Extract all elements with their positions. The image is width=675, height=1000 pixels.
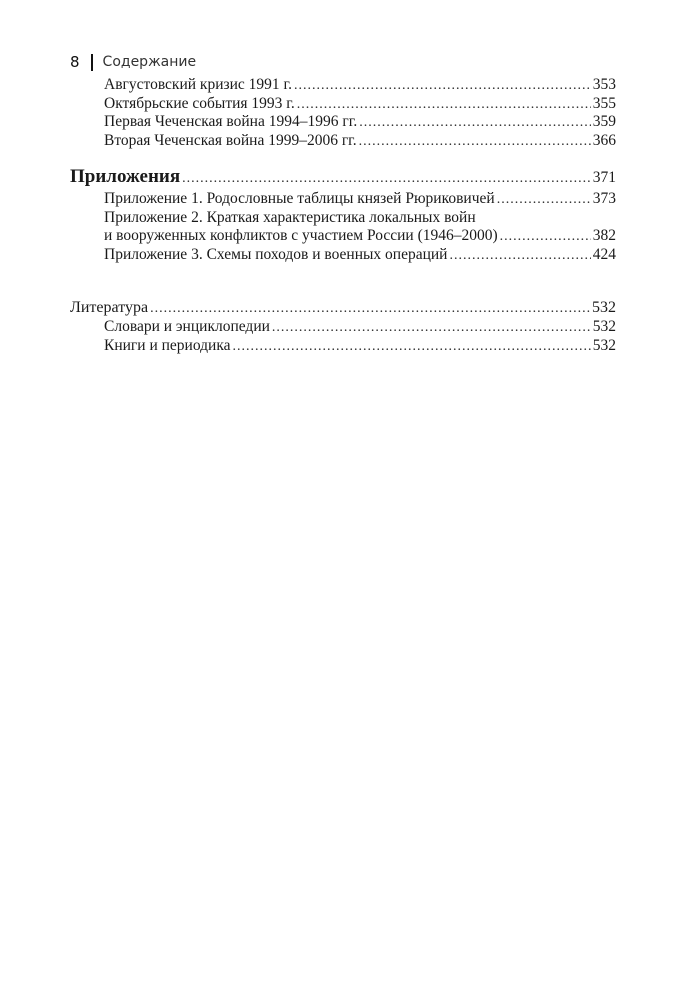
dot-leader — [449, 247, 590, 266]
toc-entry-page: 366 — [592, 131, 616, 149]
dot-leader — [294, 77, 591, 96]
toc-entry-title: Вторая Чеченская война 1999–2006 гг. — [104, 131, 357, 149]
toc-entry-title-continued: и вооруженных конфликтов с участием России (1946–2000) — [104, 227, 498, 244]
dot-leader — [359, 114, 591, 133]
toc-section-title: Литература — [70, 299, 149, 316]
toc-entry-page: 424 — [592, 245, 616, 263]
toc-entry-title: Августовский кризис 1991 г. — [104, 76, 293, 93]
running-head-title: Содержание — [102, 54, 197, 70]
toc-entry-page: 359 — [592, 113, 616, 130]
dot-leader — [182, 168, 591, 190]
toc-entry[interactable] — [70, 337, 616, 356]
toc-entry[interactable] — [70, 113, 616, 132]
toc-entry[interactable] — [70, 318, 616, 337]
toc-section-page: 532 — [592, 299, 616, 316]
toc-section-page: 371 — [592, 169, 616, 186]
toc-entry-title: Первая Чеченская война 1994–1996 гг. — [104, 113, 358, 130]
toc-entry[interactable] — [70, 132, 616, 151]
dot-leader — [297, 96, 591, 115]
toc-section-title: Приложения — [70, 166, 181, 187]
toc-entry-title: Приложение 2. Краткая характеристика локальных войн — [104, 208, 476, 226]
header-divider — [91, 54, 93, 71]
toc-entry[interactable] — [70, 76, 616, 95]
toc-entry-page: 532 — [592, 336, 616, 354]
toc-entry-page: 382 — [592, 227, 616, 244]
toc-entry-title: Словари и энциклопедии — [104, 318, 270, 335]
toc-section-heading[interactable] — [70, 298, 616, 318]
toc-entry-page: 532 — [592, 318, 616, 335]
page-number: 8 — [70, 53, 80, 71]
dot-leader — [150, 299, 590, 319]
toc-continuation — [70, 76, 616, 150]
toc-section-heading[interactable] — [70, 166, 616, 188]
toc-entry[interactable] — [70, 246, 616, 265]
toc-entry-title: Приложение 1. Родословные таблицы князей Рюриковичей — [104, 190, 495, 207]
toc-entry-page: 353 — [592, 76, 616, 93]
toc-entry-title: Книги и периодика — [104, 336, 231, 354]
dot-leader — [497, 191, 591, 210]
toc-literature-section — [70, 298, 616, 355]
dot-leader — [500, 228, 591, 247]
toc-entry-page: 355 — [592, 94, 616, 112]
toc-appendix-section — [70, 166, 616, 264]
dot-leader — [272, 319, 591, 338]
dot-leader — [233, 338, 591, 357]
toc-entry-title: Октябрьские события 1993 г. — [104, 94, 295, 112]
running-head — [70, 52, 196, 72]
toc-entry-wrapped-first-line[interactable] — [70, 209, 616, 228]
dot-leader — [359, 133, 591, 152]
toc-entry-page: 373 — [592, 190, 616, 207]
toc-entry[interactable] — [70, 95, 616, 114]
toc-entry[interactable] — [70, 190, 616, 209]
toc-entry-title: Приложение 3. Схемы походов и военных операций — [104, 245, 448, 263]
toc-entry[interactable] — [70, 227, 616, 246]
